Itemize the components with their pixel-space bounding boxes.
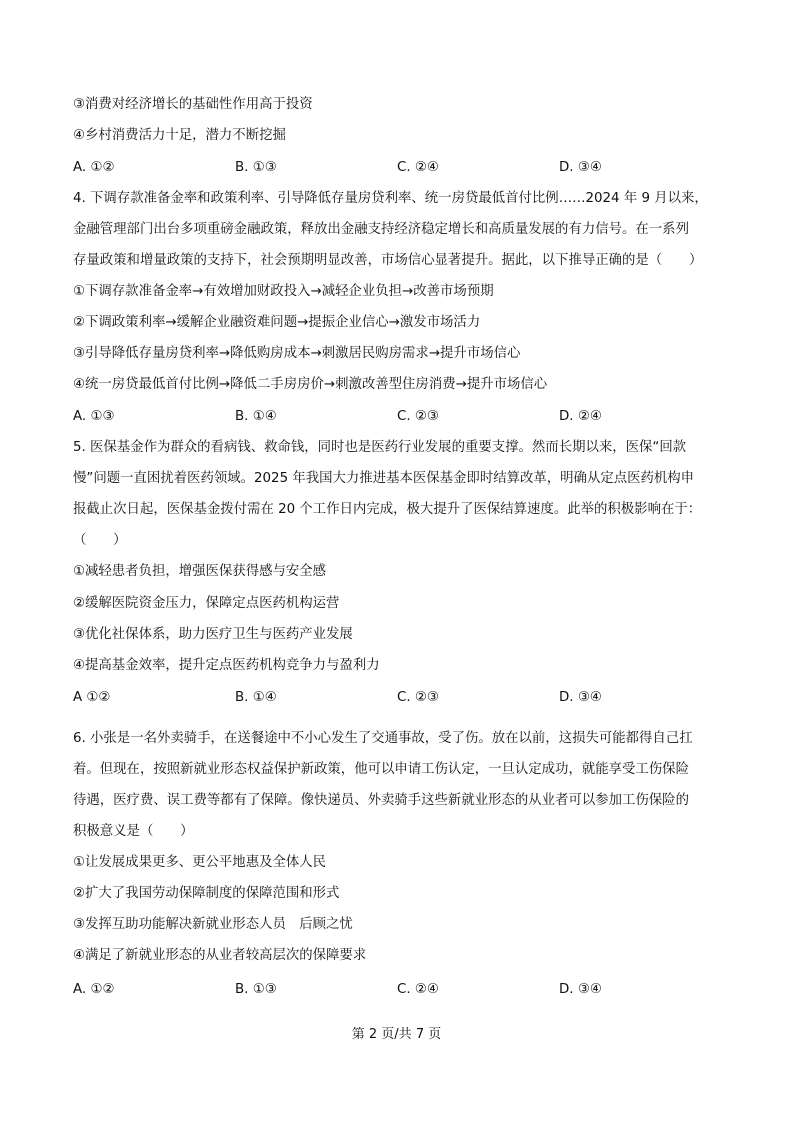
q4-statement-2: ②下调政策利率→缓解企业融资难问题→提振企业信心→激发市场活力 xyxy=(73,315,481,330)
q4-option-c: C. ②③ xyxy=(397,409,439,424)
q3-option-b: B. ①③ xyxy=(235,160,277,175)
q5-stem-line-1: 5. 医保基金作为群众的看病钱、救命钱，同时也是医药行业发展的重要支撑。然而长期以来，医保“回款 xyxy=(73,440,687,455)
q6-option-a: A. ①② xyxy=(73,982,115,997)
q5-statement-4: ④提高基金效率，提升定点医药机构竞争力与盈利力 xyxy=(73,658,380,673)
q5-option-d: D. ③④ xyxy=(559,690,602,705)
q4-statement-1: ①下调存款准备金率→有效增加财政投入→减轻企业负担→改善市场预期 xyxy=(73,284,494,299)
q3-statement-4: ④乡村消费活力十足，潜力不断挖掘 xyxy=(73,128,286,143)
q6-statement-2: ②扩大了我国劳动保障制度的保障范围和形式 xyxy=(73,886,340,901)
q4-options xyxy=(73,407,733,427)
q6-statement-3: ③发挥互助功能解决新就业形态人员 后顾之忧 xyxy=(73,917,353,932)
q6-stem-line-3: 待遇，医疗费、误工费等都有了保障。像快递员、外卖骑手这些新就业形态的从业者可以参加工伤保险的 xyxy=(73,793,689,808)
q5-stem-line-2: 慢”问题一直困扰着医药领域。2025 年我国大力推进基本医保基金即时结算改革，明确从定点医药机构申 xyxy=(73,471,695,486)
q6-statement-1: ①让发展成果更多、更公平地惠及全体人民 xyxy=(73,855,327,870)
q6-options xyxy=(73,980,733,1000)
q6-option-b: B. ①③ xyxy=(235,982,277,997)
q3-options xyxy=(73,158,733,178)
q4-statement-3: ③引导降低存量房贷利率→降低购房成本→刺激居民购房需求→提升市场信心 xyxy=(73,346,521,361)
q5-statement-3: ③优化社保体系，助力医疗卫生与医药产业发展 xyxy=(73,627,353,642)
q4-statement-4: ④统一房贷最低首付比例→降低二手房房价→刺激改善型住房消费→提升市场信心 xyxy=(73,377,548,392)
q5-statement-2: ②缓解医院资金压力，保障定点医药机构运营 xyxy=(73,596,340,611)
q6-option-d: D. ③④ xyxy=(559,982,602,997)
q6-stem-line-4: 积极意义是（ ） xyxy=(73,824,194,839)
q4-stem-line-1: 4. 下调存款准备金率和政策利率、引导降低存量房贷利率、统一房贷最低首付比例……2024 年 9 月以来， xyxy=(73,191,708,206)
q5-stem-line-4: （ ） xyxy=(73,533,127,548)
q6-stem-line-2: 着。但现在，按照新就业形态权益保护新政策，他可以申请工伤认定，一旦认定成功，就能享受工伤保险 xyxy=(73,762,689,777)
q5-options xyxy=(73,688,733,708)
page-footer: 第 2 页/共 7 页 xyxy=(351,1027,442,1042)
q6-statement-4: ④满足了新就业形态的从业者较高层次的保障要求 xyxy=(73,948,367,963)
q6-stem-line-1: 6. 小张是一名外卖骑手，在送餐途中不小心发生了交通事故，受了伤。放在以前，这损失可能都得自己扛 xyxy=(73,731,693,746)
q3-option-c: C. ②④ xyxy=(397,160,439,175)
q3-option-d: D. ③④ xyxy=(559,160,602,175)
q3-statement-3: ③消费对经济增长的基础性作用高于投资 xyxy=(73,97,313,112)
q4-stem-line-3: 存量政策和增量政策的支持下，社会预期明显改善，市场信心显著提升。据此，以下推导正确的是（ ） xyxy=(73,253,703,268)
q6-option-c: C. ②④ xyxy=(397,982,439,997)
q5-stem-line-3: 报截止次日起，医保基金拨付需在 20 个工作日内完成，极大提升了医保结算速度。此举的积极影响在于： xyxy=(73,502,702,517)
q5-statement-1: ①减轻患者负担，增强医保获得感与安全感 xyxy=(73,564,327,579)
q4-option-a: A. ①③ xyxy=(73,409,115,424)
q5-option-a: A ①② xyxy=(73,690,111,705)
q4-stem-line-2: 金融管理部门出台多项重磅金融政策，释放出金融支持经济稳定增长和高质量发展的有力信号。在一系列 xyxy=(73,222,689,237)
q4-option-d: D. ②④ xyxy=(559,409,602,424)
q5-option-c: C. ②③ xyxy=(397,690,439,705)
q5-option-b: B. ①④ xyxy=(235,690,277,705)
q4-option-b: B. ①④ xyxy=(235,409,277,424)
q3-option-a: A. ①② xyxy=(73,160,115,175)
